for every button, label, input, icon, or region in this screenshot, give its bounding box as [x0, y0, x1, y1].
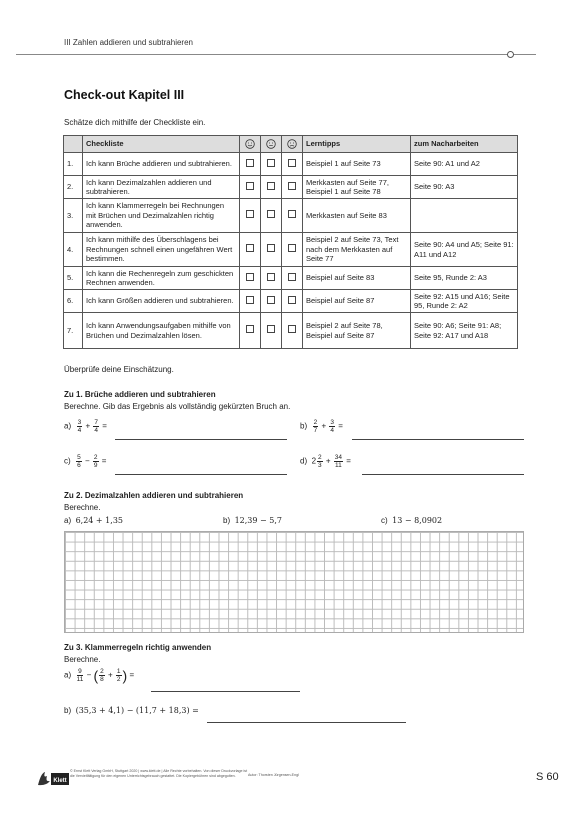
- grid-workspace[interactable]: [64, 531, 524, 633]
- row-review: Seite 95, Runde 2: A3: [411, 267, 518, 290]
- author-credit: Autor: Thorsten Jürgensen-Engl: [248, 773, 299, 777]
- row-tip: Merkkasten auf Seite 83: [303, 199, 411, 233]
- section-1-title: Zu 1. Brüche addieren und subtrahieren: [64, 390, 216, 399]
- task-2c: c) 13 − 8,0902: [381, 516, 443, 525]
- task-3b: b) (35,3 + 4,1) − (11,7 + 18,3) =: [64, 706, 199, 715]
- fraction: $\frac{34}{11}$: [334, 454, 343, 469]
- row-number: 6.: [64, 290, 83, 313]
- task-2a: a) 6,24 + 1,35: [64, 516, 123, 525]
- rating-checkbox[interactable]: [246, 325, 254, 333]
- header-divider: [16, 54, 536, 55]
- fraction: $\frac{7}{4}$: [94, 419, 98, 434]
- row-number: 2.: [64, 176, 83, 199]
- row-review: Seite 92: A15 und A16; Seite 95, Runde 2: A2: [411, 290, 518, 313]
- rating-checkbox[interactable]: [246, 244, 254, 252]
- rating-checkbox[interactable]: [267, 273, 275, 281]
- task-3a: a) $\frac{9}{11}$ − ( $\frac{2}{8}$ + $\frac{1}{2}$ ) =: [64, 667, 135, 684]
- section-3-title: Zu 3. Klammerregeln richtig anwenden: [64, 643, 212, 652]
- rating-checkbox[interactable]: [288, 159, 296, 167]
- header-tips: Lerntipps: [303, 136, 411, 153]
- row-check: Ich kann Anwendungsaufgaben mithilfe von Brüchen und Dezimalzahlen lösen.: [83, 313, 240, 349]
- rating-checkbox[interactable]: [267, 210, 275, 218]
- rating-checkbox[interactable]: [267, 244, 275, 252]
- checklist-table: [63, 135, 518, 349]
- fraction: $\frac{2}{9}$: [93, 454, 98, 469]
- row-tip: Merkkasten auf Seite 77, Beispiel 1 auf Seite 78: [303, 176, 411, 199]
- row-check: Ich kann Brüche addieren und subtrahieren.: [83, 153, 240, 176]
- rating-checkbox[interactable]: [246, 296, 254, 304]
- fraction: $\frac{2}{8}$: [100, 668, 104, 683]
- task-1a: a) $\frac{3}{4}$ + $\frac{7}{4}$ =: [64, 419, 107, 434]
- review-prompt: Überprüfe deine Einschätzung.: [64, 365, 174, 374]
- table-row: [64, 313, 518, 349]
- chapter-header: III Zahlen addieren und subtrahieren: [64, 38, 193, 47]
- header-checklist: Checkliste: [83, 136, 240, 153]
- table-row: [64, 267, 518, 290]
- row-number: 1.: [64, 153, 83, 176]
- page-title: Check-out Kapitel III: [64, 88, 185, 102]
- fraction: $\frac{3}{4}$: [330, 419, 334, 434]
- row-review: Seite 90: A6; Seite 91: A8; Seite 92: A17 und A18: [411, 313, 518, 349]
- section-2-title: Zu 2. Dezimalzahlen addieren und subtrahieren: [64, 491, 244, 500]
- row-review: Seite 90: A4 und A5; Seite 91: A11 und A12: [411, 233, 518, 267]
- klett-logo: [36, 770, 70, 788]
- row-number: 4.: [64, 233, 83, 267]
- rating-checkbox[interactable]: [246, 182, 254, 190]
- row-tip: Beispiel auf Seite 87: [303, 290, 411, 313]
- table-row: [64, 233, 518, 267]
- fraction: $\frac{2}{3}$: [318, 454, 322, 469]
- rating-checkbox[interactable]: [288, 182, 296, 190]
- rating-checkbox[interactable]: [288, 273, 296, 281]
- task-1d: d) 2 $\frac{2}{3}$ + $\frac{34}{11}$ =: [300, 454, 351, 469]
- sad-face-icon: [282, 136, 303, 153]
- rating-checkbox[interactable]: [288, 296, 296, 304]
- answer-line[interactable]: [115, 474, 287, 475]
- table-row: [64, 290, 518, 313]
- neutral-face-icon: [261, 136, 282, 153]
- header-review: zum Nacharbeiten: [411, 136, 518, 153]
- section-1-instructions: Berechne. Gib das Ergebnis als vollständig gekürzten Bruch an.: [64, 402, 291, 411]
- row-review: [411, 199, 518, 233]
- section-3-instructions: Berechne.: [64, 655, 101, 664]
- answer-line[interactable]: [207, 722, 406, 723]
- row-number: 3.: [64, 199, 83, 233]
- row-check: Ich kann Dezimalzahlen addieren und subtrahieren.: [83, 176, 240, 199]
- row-tip: Beispiel 2 auf Seite 73, Text nach dem Merkkasten auf Seite 77: [303, 233, 411, 267]
- rating-checkbox[interactable]: [246, 210, 254, 218]
- task-1c: c) $\frac{5}{6}$ − $\frac{2}{9}$ =: [64, 454, 107, 469]
- row-check: Ich kann mithilfe des Überschlagens bei Rechnungen schnell einen ungefähren Wert bestimmen.: [83, 233, 240, 267]
- rating-checkbox[interactable]: [288, 244, 296, 252]
- rating-checkbox[interactable]: [267, 182, 275, 190]
- copyright-notice: © Ernst Klett Verlag GmbH, Stuttgart 2020 | www.klett.de | Alle Rechte vorbehalten. Von dieser Druckvorlage ist die Vervielfältigung für den eigenen Unterrichtsgebrauch gestattet. Die Kopiergebühren sind abgegolten.: [70, 769, 248, 778]
- happy-face-icon: [240, 136, 261, 153]
- fraction: $\frac{2}{7}$: [313, 419, 318, 434]
- page-number: S 60: [536, 771, 559, 783]
- table-row: [64, 176, 518, 199]
- rating-checkbox[interactable]: [267, 325, 275, 333]
- row-tip: Beispiel 2 auf Seite 78, Beispiel auf Seite 87: [303, 313, 411, 349]
- row-check: Ich kann die Rechenregeln zum geschickten Rechnen anwenden.: [83, 267, 240, 290]
- row-review: Seite 90: A3: [411, 176, 518, 199]
- rating-checkbox[interactable]: [246, 273, 254, 281]
- table-row: [64, 153, 518, 176]
- row-tip: Beispiel auf Seite 83: [303, 267, 411, 290]
- table-header-row: [64, 136, 518, 153]
- row-number: 5.: [64, 267, 83, 290]
- answer-line[interactable]: [352, 439, 524, 440]
- row-tip: Beispiel 1 auf Seite 73: [303, 153, 411, 176]
- row-check: Ich kann Klammerregeln bei Rechnungen mit Brüchen und Dezimalzahlen richtig anwenden.: [83, 199, 240, 233]
- svg-text:Klett: Klett: [53, 778, 67, 784]
- row-number: 7.: [64, 313, 83, 349]
- header-divider-dot: [507, 51, 514, 58]
- row-review: Seite 90: A1 und A2: [411, 153, 518, 176]
- row-check: Ich kann Größen addieren und subtrahieren.: [83, 290, 240, 313]
- answer-line[interactable]: [362, 474, 524, 475]
- task-1b: b) $\frac{2}{7}$ + $\frac{3}{4}$ =: [300, 419, 343, 434]
- rating-checkbox[interactable]: [267, 159, 275, 167]
- fraction: $\frac{9}{11}$: [76, 668, 84, 683]
- fraction: $\frac{1}{2}$: [116, 668, 121, 683]
- answer-line[interactable]: [151, 691, 300, 692]
- rating-checkbox[interactable]: [267, 296, 275, 304]
- intro-text: Schätze dich mithilfe der Checkliste ein.: [64, 118, 206, 127]
- fraction: $\frac{5}{6}$: [77, 454, 81, 469]
- answer-line[interactable]: [115, 439, 287, 440]
- task-2b: b) 12,39 − 5,7: [223, 516, 282, 525]
- fraction: $\frac{3}{4}$: [77, 419, 82, 434]
- rating-checkbox[interactable]: [288, 210, 296, 218]
- rating-checkbox[interactable]: [288, 325, 296, 333]
- table-row: [64, 199, 518, 233]
- rating-checkbox[interactable]: [246, 159, 254, 167]
- section-2-instructions: Berechne.: [64, 503, 101, 512]
